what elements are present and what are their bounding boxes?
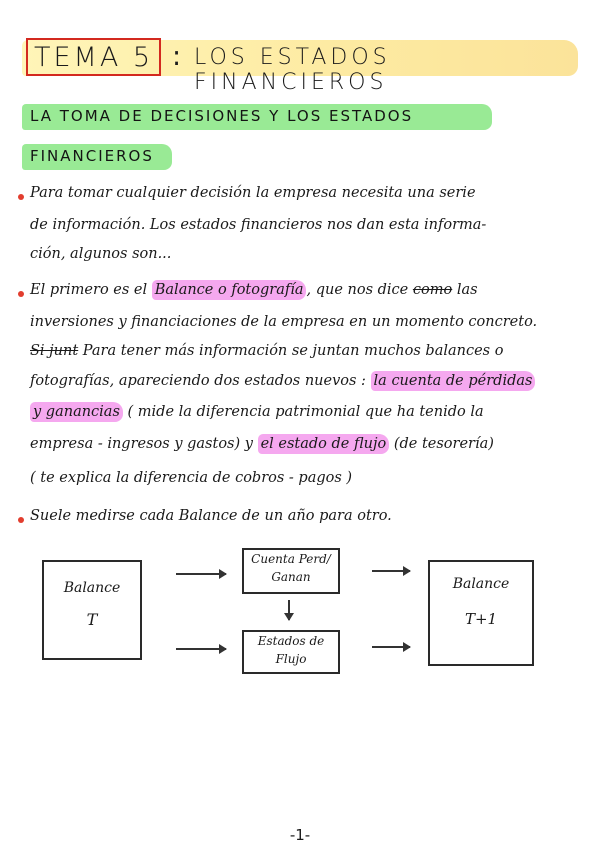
p2-line-7: ( te explica la diferencia de cobros - pagos ): [30, 470, 353, 486]
title-row: [22, 36, 578, 95]
struck-word-2: Si junt: [30, 343, 79, 359]
balance-t1-box: [428, 560, 534, 666]
bullet-1: [18, 194, 24, 200]
tema-label: TEMA 5: [34, 41, 154, 73]
arrow-down: [288, 600, 290, 620]
arrow-to-balance-t1-top: [372, 570, 410, 572]
p2-line-6: [30, 436, 494, 452]
p3-line-1: Suele medirse cada Balance de un año para otro.: [30, 508, 392, 524]
p2-text-d: Para tener más información se juntan muchos balances o: [82, 343, 504, 359]
p2-line-5: [30, 404, 484, 420]
balance-t-box: [42, 560, 142, 660]
p2-line-3: [30, 343, 503, 359]
p2-line-4: [30, 373, 535, 389]
bullet-3: [18, 517, 24, 523]
estados-box: [242, 630, 340, 674]
p1-line-1: Para tomar cualquier decisión la empresa necesita una serie: [30, 185, 476, 201]
balance-t-title: Balance: [63, 580, 121, 596]
p2-text-b: , que nos dice: [306, 282, 409, 298]
ganancias-highlight: y ganancias: [30, 402, 123, 422]
p2-text-g: empresa - ingresos y gastos) y: [30, 436, 253, 452]
arrow-to-estados: [176, 648, 226, 650]
cuenta-highlight: la cuenta de pérdidas: [371, 371, 536, 391]
p1-line-3: ción, algunos son...: [30, 246, 172, 262]
p2-text-f: ( mide la diferencia patrimonial que ha tenido la: [127, 404, 484, 420]
page-number: -1-: [289, 826, 311, 844]
struck-word-1: como: [412, 282, 453, 298]
p2-line-1: [30, 282, 478, 298]
balance-t1-sub: T+1: [464, 610, 498, 628]
flujo-highlight: el estado de flujo: [258, 434, 390, 454]
estados-line-1: Estados de: [257, 634, 325, 648]
cuenta-box: [242, 548, 340, 594]
title-colon: :: [172, 41, 182, 72]
subtitle-line-2: FINANCIEROS: [30, 147, 154, 165]
p2-text-h: (de tesorería): [393, 436, 494, 452]
arrow-to-cuenta: [176, 573, 226, 575]
p2-line-2: inversiones y financiaciones de la empresa en un momento concreto.: [30, 314, 538, 330]
p1-line-2: de información. Los estados financieros nos dan esta informa-: [30, 217, 487, 233]
p2-text-a: El primero es el: [30, 282, 148, 298]
cuenta-line-2: Ganan: [271, 570, 311, 584]
cuenta-line-1: Cuenta Perd/: [251, 552, 331, 566]
p2-text-e: fotografías, apareciendo dos estados nuevos :: [30, 373, 366, 389]
balance-t1-title: Balance: [452, 576, 510, 592]
page-title: LOS ESTADOS FINANCIEROS: [194, 45, 391, 95]
subtitle-line-1: LA TOMA DE DECISIONES Y LOS ESTADOS: [30, 107, 414, 125]
p2-text-c: las: [456, 282, 478, 298]
arrow-to-balance-t1-bottom: [372, 646, 410, 648]
bullet-2: [18, 291, 24, 297]
estados-line-2: Flujo: [275, 652, 307, 666]
balance-highlight: Balance o fotografía: [152, 280, 307, 300]
tema-box: [26, 38, 161, 76]
balance-t-sub: T: [86, 610, 98, 629]
